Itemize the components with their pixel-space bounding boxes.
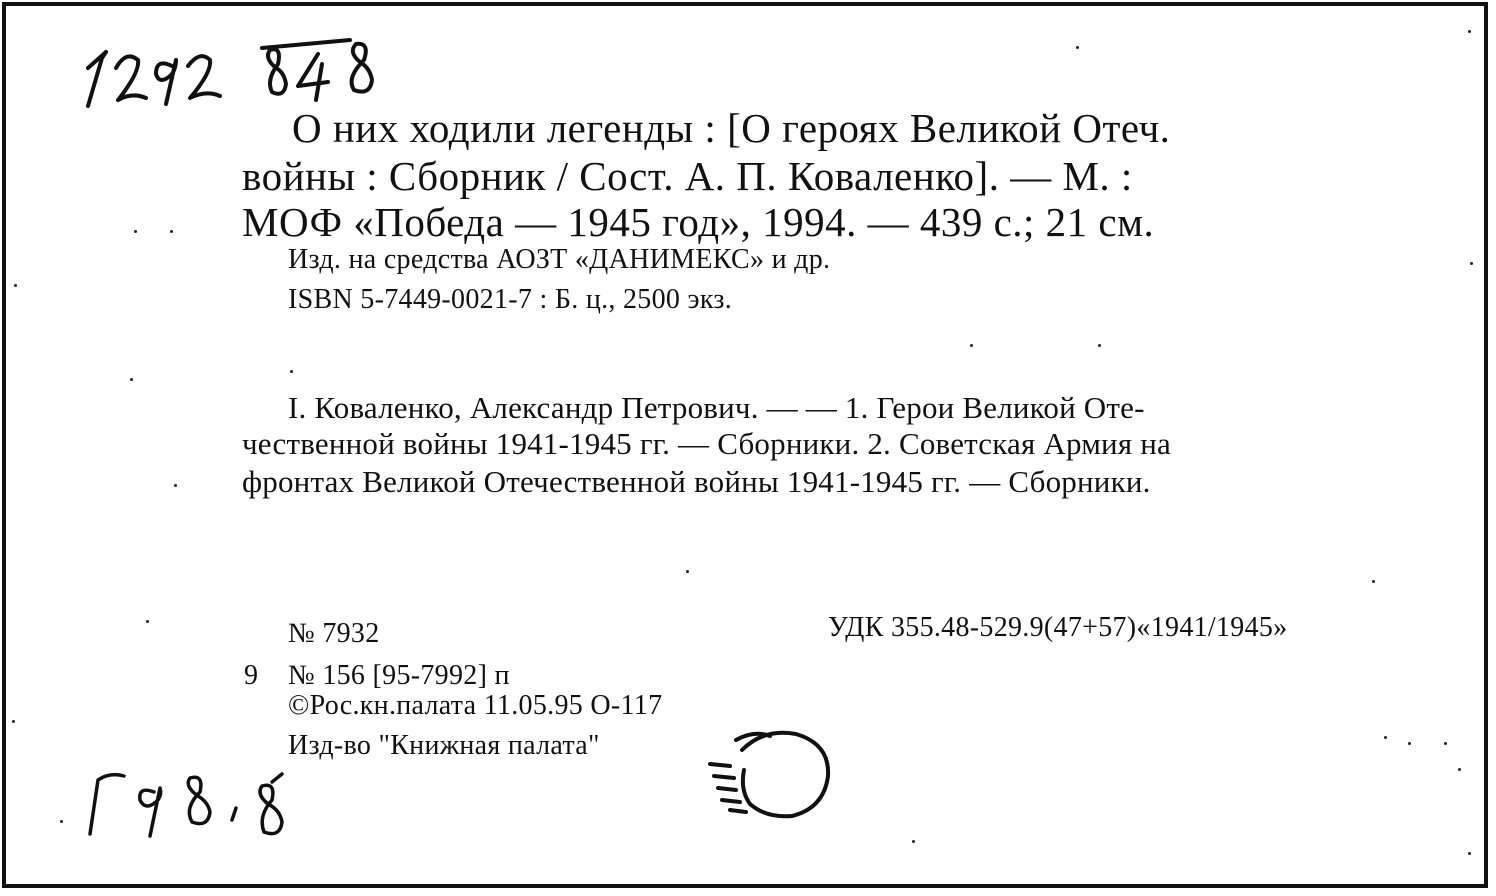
scan-speck (686, 570, 689, 573)
publication-note: Изд. на средства АОЗТ «ДАНИМЕКС» и др. (288, 244, 831, 275)
scan-speck (14, 284, 17, 287)
scan-speck (970, 344, 973, 347)
scan-speck (60, 820, 63, 823)
scan-speck (134, 230, 137, 233)
title-line-3: МОФ «Победа — 1945 год», 1994. — 439 с.; 21 см. (242, 199, 1155, 245)
scan-speck (1372, 580, 1375, 583)
scan-speck (174, 484, 177, 487)
scan-speck (12, 720, 15, 723)
publisher-line: Изд-во "Книжная палата" (288, 730, 600, 761)
title-line-2: войны : Сборник / Сост. А. П. Коваленко]. — М. : (242, 153, 1133, 199)
scan-speck (146, 620, 149, 623)
title-line-1: О них ходили легенды : [О героях Великой Отеч. (292, 105, 1171, 151)
scan-speck (1384, 736, 1387, 739)
udc-classification: УДК 355.48-529.9(47+57)«1941/1945» (828, 612, 1288, 643)
scan-speck (1470, 262, 1473, 265)
stamp-mark (700, 720, 850, 830)
scan-speck (1408, 742, 1411, 745)
scan-speck (290, 370, 293, 373)
scan-speck (1098, 344, 1101, 347)
book-chamber-line: ©Рос.кн.палата 11.05.95 О-117 (288, 690, 663, 721)
subject-line-3: фронтах Великой Отечественной войны 1941-1945 гг. — Сборники. (242, 464, 1151, 499)
subject-line-2: чественной войны 1941-1945 гг. — Сборники. 2. Советская Армия на (242, 426, 1171, 461)
card-number: № 7932 (288, 618, 380, 649)
prefix-digit: 9 (244, 660, 259, 691)
scan-speck (170, 230, 173, 233)
scan-speck (1468, 852, 1471, 855)
record-number: № 156 [95-7992] п (288, 660, 510, 691)
handwritten-shelf-mark (76, 752, 306, 852)
scan-speck (130, 378, 133, 381)
scan-speck (1458, 768, 1461, 771)
scan-speck (912, 840, 915, 843)
subject-line-1: I. Коваленко, Александр Петрович. — — 1. Герои Великой Оте- (288, 390, 1145, 425)
scan-speck (1076, 46, 1079, 49)
scan-speck (1444, 742, 1447, 745)
isbn-line: ISBN 5-7449-0021-7 : Б. ц., 2500 экз. (288, 284, 733, 315)
scan-speck (1468, 30, 1471, 33)
